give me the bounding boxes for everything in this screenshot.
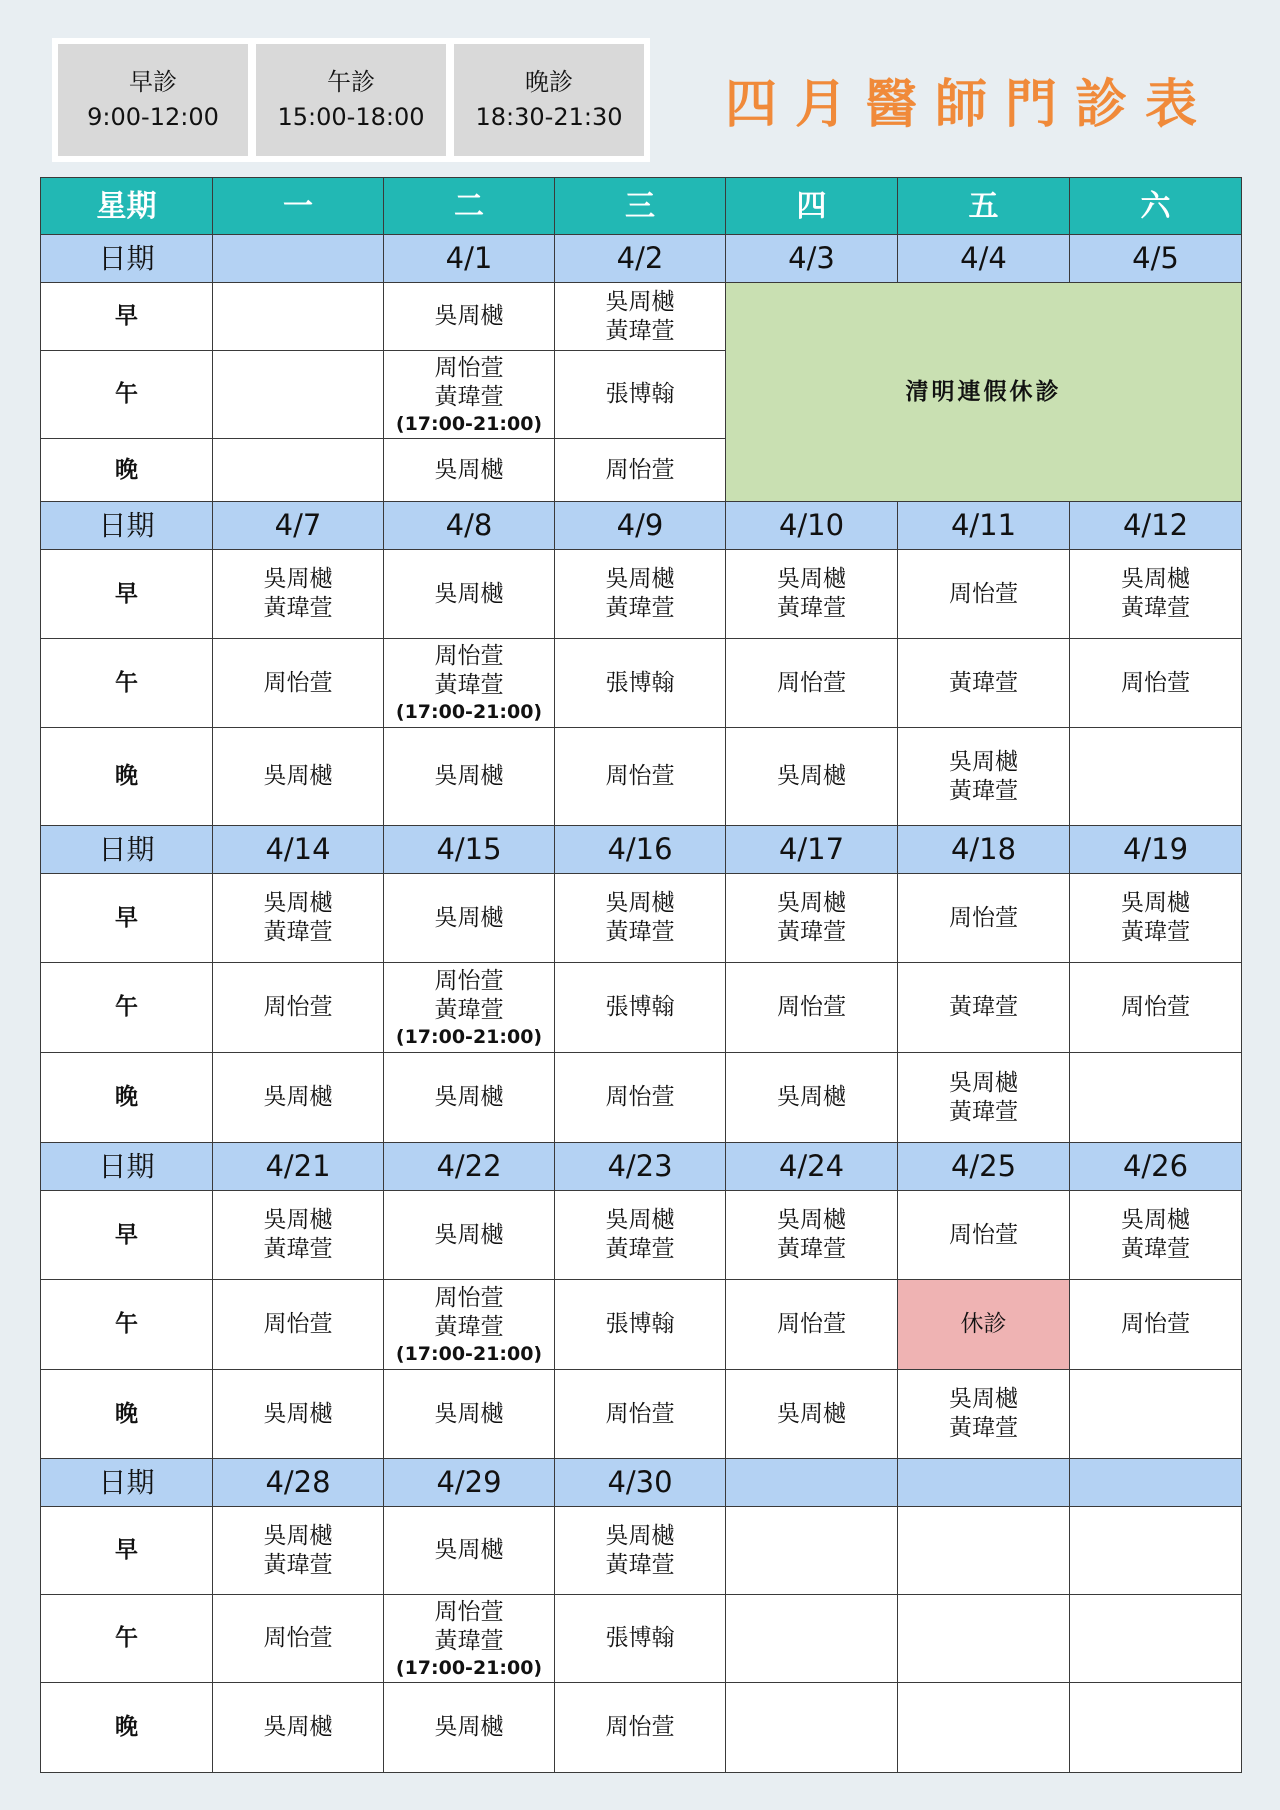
doctor-cell bbox=[1070, 1683, 1242, 1773]
doctor-cell bbox=[384, 874, 555, 963]
hours-label: 晚診 bbox=[525, 68, 573, 96]
doctor-cell bbox=[898, 728, 1070, 826]
doctor-cell bbox=[726, 1280, 898, 1370]
doctor-cell bbox=[726, 963, 898, 1053]
shift-label: 晚 bbox=[41, 1053, 213, 1143]
doctor-name: 吳周樾 bbox=[263, 890, 333, 916]
doctor-cell bbox=[555, 1280, 726, 1370]
doctor-name: 吳周樾 bbox=[777, 566, 846, 592]
shift-label: 晚 bbox=[41, 439, 213, 502]
doctor-name: 吳周樾 bbox=[434, 303, 504, 329]
doctor-name: 吳周樾 bbox=[263, 566, 333, 592]
date-cell: 4/19 bbox=[1070, 826, 1242, 874]
doctor-name: 周怡萱 bbox=[434, 1598, 504, 1625]
doctor-name: 吳周樾 bbox=[605, 288, 675, 315]
shift-label: 午 bbox=[41, 351, 213, 439]
doctor-name: 黃瑋萱 bbox=[605, 317, 675, 344]
doctor-cell bbox=[213, 550, 384, 639]
date-cell: 4/1 bbox=[384, 235, 555, 283]
doctor-name: 黃瑋萱 bbox=[263, 1236, 333, 1262]
doctor-name: 黃瑋萱 bbox=[263, 919, 333, 945]
date-cell: 4/29 bbox=[384, 1459, 555, 1507]
doctor-name: 吳周樾 bbox=[949, 748, 1018, 775]
doctor-name: 黃瑋萱 bbox=[263, 595, 333, 621]
date-row bbox=[41, 1143, 1242, 1191]
doctor-name: 周怡萱 bbox=[777, 994, 846, 1020]
date-cell: 4/9 bbox=[555, 502, 726, 550]
weekday-cell: 一 bbox=[213, 178, 384, 235]
shift-label: 晚 bbox=[41, 1683, 213, 1773]
doctor-cell bbox=[213, 351, 384, 439]
hours-time: 15:00-18:00 bbox=[277, 103, 425, 131]
doctor-cell bbox=[555, 283, 726, 351]
doctor-name: 吳周樾 bbox=[777, 1207, 846, 1233]
evening-shift-row bbox=[41, 1370, 1242, 1459]
doctor-cell bbox=[555, 1595, 726, 1683]
doctor-name: 黃瑋萱 bbox=[605, 595, 675, 621]
doctor-name: 周怡萱 bbox=[1121, 994, 1190, 1020]
special-hours-note: (17:00-21:00) bbox=[395, 701, 543, 723]
doctor-name: 吳周樾 bbox=[1121, 890, 1190, 916]
doctor-cell bbox=[898, 1191, 1070, 1280]
shift-label: 晚 bbox=[41, 1370, 213, 1459]
doctor-cell bbox=[555, 1683, 726, 1773]
shift-label: 早 bbox=[41, 550, 213, 639]
special-hours-note: (17:00-21:00) bbox=[395, 1025, 543, 1048]
doctor-name: 周怡萱 bbox=[263, 1625, 333, 1651]
date-row bbox=[41, 502, 1242, 550]
afternoon-hours-box bbox=[256, 44, 446, 156]
doctor-name: 吳周樾 bbox=[949, 1069, 1018, 1096]
doctor-cell bbox=[898, 963, 1070, 1053]
doctor-name: 吳周樾 bbox=[605, 566, 675, 592]
doctor-name: 黃瑋萱 bbox=[605, 1236, 675, 1262]
doctor-name: 吳周樾 bbox=[263, 1084, 333, 1110]
doctor-name: 吳周樾 bbox=[605, 890, 675, 916]
doctor-cell bbox=[1070, 1280, 1242, 1370]
doctor-cell bbox=[898, 874, 1070, 963]
afternoon-shift-row bbox=[41, 639, 1242, 728]
doctor-name: 周怡萱 bbox=[777, 669, 846, 696]
shift-label: 早 bbox=[41, 1507, 213, 1595]
evening-shift-row bbox=[41, 1683, 1242, 1773]
doctor-name: 周怡萱 bbox=[605, 763, 675, 789]
date-cell: 4/17 bbox=[726, 826, 898, 874]
doctor-cell bbox=[555, 1370, 726, 1459]
afternoon-shift-row bbox=[41, 963, 1242, 1053]
doctor-name: 吳周樾 bbox=[605, 1522, 675, 1549]
doctor-cell bbox=[726, 1191, 898, 1280]
date-row bbox=[41, 1459, 1242, 1507]
date-cell: 4/8 bbox=[384, 502, 555, 550]
date-cell: 4/26 bbox=[1070, 1143, 1242, 1191]
doctor-cell bbox=[726, 1595, 898, 1683]
doctor-cell bbox=[1070, 1370, 1242, 1459]
shift-label: 早 bbox=[41, 1191, 213, 1280]
doctor-cell bbox=[384, 1053, 555, 1143]
doctor-cell bbox=[898, 550, 1070, 639]
doctor-name: 休診 bbox=[960, 1311, 1007, 1337]
hours-label: 早診 bbox=[129, 68, 177, 96]
doctor-cell bbox=[384, 1370, 555, 1459]
doctor-cell bbox=[213, 283, 384, 351]
doctor-name: 黃瑋萱 bbox=[949, 1415, 1018, 1441]
doctor-name: 張博翰 bbox=[605, 669, 675, 696]
doctor-cell bbox=[213, 1595, 384, 1683]
closed-cell bbox=[898, 1280, 1070, 1370]
doctor-name: 吳周樾 bbox=[434, 1537, 504, 1563]
doctor-cell bbox=[384, 439, 555, 502]
date-cell: 4/16 bbox=[555, 826, 726, 874]
doctor-cell bbox=[384, 550, 555, 639]
doctor-name: 周怡萱 bbox=[263, 1311, 333, 1337]
doctor-cell bbox=[555, 351, 726, 439]
doctor-cell bbox=[898, 1053, 1070, 1143]
doctor-name: 吳周樾 bbox=[434, 763, 504, 789]
doctor-name: 黃瑋萱 bbox=[263, 1551, 333, 1578]
doctor-name: 黃瑋萱 bbox=[434, 996, 504, 1023]
doctor-cell bbox=[1070, 1595, 1242, 1683]
doctor-name: 吳周樾 bbox=[605, 1207, 675, 1233]
doctor-name: 周怡萱 bbox=[263, 669, 333, 696]
date-cell: 4/11 bbox=[898, 502, 1070, 550]
date-cell: 4/25 bbox=[898, 1143, 1070, 1191]
doctor-name: 周怡萱 bbox=[605, 1084, 675, 1110]
doctor-name: 吳周樾 bbox=[263, 763, 333, 789]
doctor-name: 黃瑋萱 bbox=[1121, 919, 1190, 945]
doctor-name: 黃瑋萱 bbox=[1121, 1236, 1190, 1262]
shift-label: 早 bbox=[41, 874, 213, 963]
doctor-name: 周怡萱 bbox=[434, 354, 504, 381]
doctor-name: 黃瑋萱 bbox=[434, 383, 504, 410]
hours-time: 9:00-12:00 bbox=[87, 103, 219, 131]
doctor-cell bbox=[898, 639, 1070, 728]
doctor-cell bbox=[726, 1507, 898, 1595]
doctor-name: 吳周樾 bbox=[263, 1714, 333, 1740]
doctor-name: 周怡萱 bbox=[434, 643, 504, 669]
hours-time: 18:30-21:30 bbox=[475, 103, 623, 131]
doctor-cell bbox=[384, 1683, 555, 1773]
doctor-cell bbox=[1070, 1191, 1242, 1280]
doctor-name: 黃瑋萱 bbox=[777, 595, 846, 621]
doctor-cell bbox=[898, 1683, 1070, 1773]
date-row bbox=[41, 826, 1242, 874]
date-label: 日期 bbox=[41, 502, 213, 550]
date-label: 日期 bbox=[41, 826, 213, 874]
doctor-cell bbox=[555, 728, 726, 826]
doctor-name: 吳周樾 bbox=[1121, 1207, 1190, 1233]
doctor-cell bbox=[213, 728, 384, 826]
doctor-cell bbox=[555, 963, 726, 1053]
date-cell: 4/21 bbox=[213, 1143, 384, 1191]
weekday-header-row bbox=[41, 178, 1242, 235]
doctor-name: 張博翰 bbox=[605, 1625, 675, 1651]
doctor-cell bbox=[726, 1370, 898, 1459]
doctor-cell bbox=[213, 1507, 384, 1595]
evening-shift-row bbox=[41, 1053, 1242, 1143]
doctor-name: 黃瑋萱 bbox=[1121, 595, 1190, 621]
weekday-cell: 三 bbox=[555, 178, 726, 235]
page-title: 四月醫師門診表 bbox=[724, 75, 1215, 135]
doctor-cell bbox=[555, 1507, 726, 1595]
doctor-name: 吳周樾 bbox=[1121, 566, 1190, 592]
doctor-cell bbox=[898, 1595, 1070, 1683]
doctor-cell bbox=[384, 639, 555, 728]
date-cell: 4/28 bbox=[213, 1459, 384, 1507]
weekday-cell: 五 bbox=[898, 178, 1070, 235]
doctor-name: 黃瑋萱 bbox=[434, 672, 504, 698]
date-label: 日期 bbox=[41, 235, 213, 283]
date-cell: 4/24 bbox=[726, 1143, 898, 1191]
doctor-cell bbox=[384, 283, 555, 351]
doctor-name: 吳周樾 bbox=[434, 904, 504, 931]
morning-shift-row bbox=[41, 874, 1242, 963]
doctor-name: 吳周樾 bbox=[434, 1714, 504, 1740]
doctor-cell bbox=[384, 728, 555, 826]
doctor-cell bbox=[213, 1191, 384, 1280]
doctor-name: 黃瑋萱 bbox=[434, 1313, 504, 1340]
weekday-cell: 四 bbox=[726, 178, 898, 235]
shift-label: 午 bbox=[41, 1595, 213, 1683]
doctor-cell bbox=[384, 963, 555, 1053]
afternoon-shift-row bbox=[41, 1280, 1242, 1370]
doctor-cell bbox=[384, 1507, 555, 1595]
doctor-cell bbox=[555, 874, 726, 963]
doctor-name: 周怡萱 bbox=[605, 1714, 675, 1740]
doctor-cell bbox=[384, 1191, 555, 1280]
doctor-cell bbox=[726, 550, 898, 639]
afternoon-shift-row bbox=[41, 1595, 1242, 1683]
weekday-cell: 二 bbox=[384, 178, 555, 235]
doctor-cell bbox=[384, 1595, 555, 1683]
special-hours-note: (17:00-21:00) bbox=[395, 1656, 543, 1679]
date-cell: 4/7 bbox=[213, 502, 384, 550]
doctor-cell bbox=[555, 439, 726, 502]
weekday-label: 星期 bbox=[41, 178, 213, 235]
holiday-notice: 清明連假休診 bbox=[726, 283, 1242, 502]
doctor-cell bbox=[1070, 1507, 1242, 1595]
doctor-name: 周怡萱 bbox=[605, 456, 675, 483]
date-cell: 4/22 bbox=[384, 1143, 555, 1191]
doctor-name: 吳周樾 bbox=[434, 1221, 504, 1248]
doctor-cell bbox=[1070, 963, 1242, 1053]
date-cell: 4/4 bbox=[898, 235, 1070, 283]
doctor-name: 周怡萱 bbox=[949, 1221, 1018, 1248]
date-cell: 4/12 bbox=[1070, 502, 1242, 550]
doctor-name: 吳周樾 bbox=[777, 1084, 846, 1110]
schedule-table bbox=[40, 177, 1242, 1773]
doctor-cell bbox=[726, 639, 898, 728]
shift-label: 午 bbox=[41, 1280, 213, 1370]
morning-shift-row bbox=[41, 283, 1242, 351]
evening-shift-row bbox=[41, 728, 1242, 826]
doctor-cell bbox=[1070, 639, 1242, 728]
doctor-name: 吳周樾 bbox=[777, 763, 846, 789]
doctor-cell bbox=[726, 1683, 898, 1773]
doctor-name: 周怡萱 bbox=[949, 580, 1018, 607]
date-cell: 4/2 bbox=[555, 235, 726, 283]
date-cell: 4/3 bbox=[726, 235, 898, 283]
date-cell: 4/23 bbox=[555, 1143, 726, 1191]
doctor-cell bbox=[726, 728, 898, 826]
date-label: 日期 bbox=[41, 1459, 213, 1507]
doctor-name: 吳周樾 bbox=[434, 580, 504, 607]
doctor-name: 黃瑋萱 bbox=[777, 1236, 846, 1262]
doctor-name: 周怡萱 bbox=[434, 967, 504, 994]
doctor-cell bbox=[213, 1053, 384, 1143]
doctor-name: 周怡萱 bbox=[1121, 669, 1190, 696]
doctor-name: 黃瑋萱 bbox=[949, 994, 1018, 1020]
doctor-name: 周怡萱 bbox=[263, 994, 333, 1020]
clinic-hours-panel bbox=[52, 38, 650, 162]
date-row bbox=[41, 235, 1242, 283]
shift-label: 午 bbox=[41, 963, 213, 1053]
doctor-name: 吳周樾 bbox=[263, 1522, 333, 1549]
morning-shift-row bbox=[41, 1191, 1242, 1280]
doctor-name: 吳周樾 bbox=[777, 890, 846, 916]
doctor-cell bbox=[213, 1683, 384, 1773]
hours-label: 午診 bbox=[327, 68, 375, 96]
special-hours-note: (17:00-21:00) bbox=[395, 412, 543, 435]
doctor-name: 黃瑋萱 bbox=[434, 1627, 504, 1654]
date-cell: 4/5 bbox=[1070, 235, 1242, 283]
date-cell: 4/15 bbox=[384, 826, 555, 874]
doctor-name: 黃瑋萱 bbox=[949, 669, 1018, 696]
date-cell bbox=[726, 1459, 898, 1507]
doctor-cell bbox=[726, 1053, 898, 1143]
doctor-name: 吳周樾 bbox=[949, 1386, 1018, 1412]
doctor-name: 黃瑋萱 bbox=[605, 919, 675, 945]
doctor-cell bbox=[555, 550, 726, 639]
doctor-name: 黃瑋萱 bbox=[777, 919, 846, 945]
weekday-cell: 六 bbox=[1070, 178, 1242, 235]
doctor-cell bbox=[898, 1370, 1070, 1459]
doctor-cell bbox=[1070, 550, 1242, 639]
morning-shift-row bbox=[41, 1507, 1242, 1595]
doctor-name: 吳周樾 bbox=[263, 1207, 333, 1233]
doctor-cell bbox=[213, 639, 384, 728]
doctor-name: 張博翰 bbox=[605, 381, 675, 407]
doctor-name: 周怡萱 bbox=[777, 1311, 846, 1337]
doctor-cell bbox=[1070, 1053, 1242, 1143]
doctor-name: 張博翰 bbox=[605, 1311, 675, 1337]
doctor-cell bbox=[213, 874, 384, 963]
special-hours-note: (17:00-21:00) bbox=[395, 1342, 543, 1365]
doctor-cell bbox=[213, 439, 384, 502]
doctor-name: 周怡萱 bbox=[605, 1400, 675, 1427]
date-label: 日期 bbox=[41, 1143, 213, 1191]
shift-label: 午 bbox=[41, 639, 213, 728]
doctor-name: 黃瑋萱 bbox=[949, 777, 1018, 804]
doctor-cell bbox=[213, 1370, 384, 1459]
doctor-name: 吳周樾 bbox=[434, 1084, 504, 1110]
morning-shift-row bbox=[41, 550, 1242, 639]
doctor-name: 黃瑋萱 bbox=[605, 1551, 675, 1578]
doctor-name: 吳周樾 bbox=[263, 1400, 333, 1427]
doctor-cell bbox=[384, 1280, 555, 1370]
doctor-cell bbox=[1070, 874, 1242, 963]
doctor-cell bbox=[384, 351, 555, 439]
doctor-cell bbox=[555, 1053, 726, 1143]
doctor-name: 周怡萱 bbox=[949, 904, 1018, 931]
date-cell bbox=[1070, 1459, 1242, 1507]
morning-hours-box bbox=[58, 44, 248, 156]
shift-label: 晚 bbox=[41, 728, 213, 826]
doctor-name: 吳周樾 bbox=[434, 456, 504, 483]
evening-hours-box bbox=[454, 44, 644, 156]
date-cell: 4/18 bbox=[898, 826, 1070, 874]
shift-label: 早 bbox=[41, 283, 213, 351]
doctor-cell bbox=[898, 1507, 1070, 1595]
doctor-cell bbox=[555, 1191, 726, 1280]
date-cell: 4/14 bbox=[213, 826, 384, 874]
doctor-cell bbox=[1070, 728, 1242, 826]
doctor-name: 黃瑋萱 bbox=[949, 1098, 1018, 1125]
doctor-name: 吳周樾 bbox=[777, 1400, 846, 1427]
date-cell bbox=[213, 235, 384, 283]
doctor-name: 周怡萱 bbox=[434, 1284, 504, 1311]
doctor-cell bbox=[555, 639, 726, 728]
doctor-cell bbox=[213, 963, 384, 1053]
date-cell: 4/10 bbox=[726, 502, 898, 550]
doctor-cell bbox=[213, 1280, 384, 1370]
doctor-cell bbox=[726, 874, 898, 963]
date-cell: 4/30 bbox=[555, 1459, 726, 1507]
doctor-name: 吳周樾 bbox=[434, 1400, 504, 1427]
date-cell bbox=[898, 1459, 1070, 1507]
doctor-name: 張博翰 bbox=[605, 994, 675, 1020]
doctor-name: 周怡萱 bbox=[1121, 1311, 1190, 1337]
